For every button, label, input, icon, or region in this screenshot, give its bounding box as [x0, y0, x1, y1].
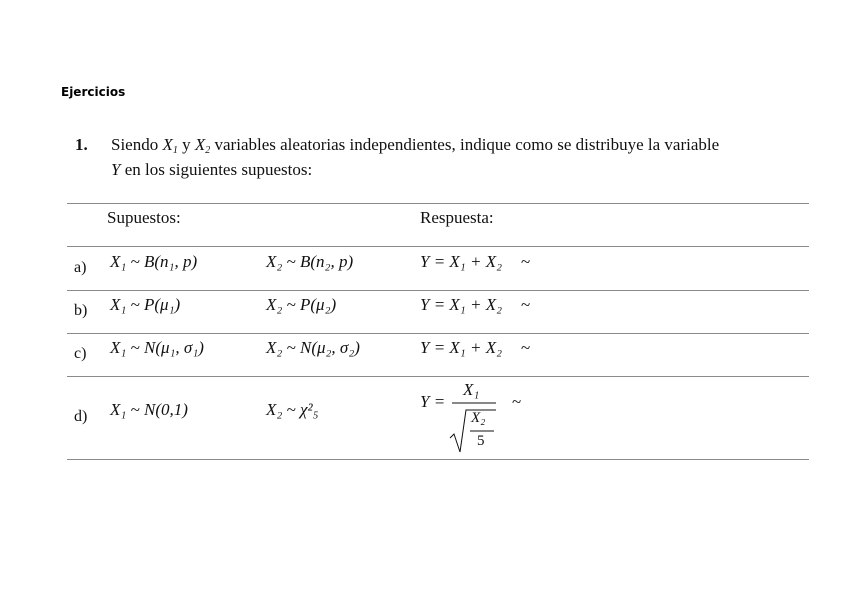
table-rule-bottom — [67, 459, 809, 460]
row-d-label: d) — [74, 408, 88, 425]
header-respuesta: Respuesta: — [420, 208, 494, 227]
row-c-label: c) — [74, 345, 87, 362]
row-a-x1: X₁ ~ B(n₁, p) — [110, 252, 198, 271]
row-b-tilde: ~ — [521, 295, 531, 314]
row-d-answer-y: Y = — [420, 392, 446, 411]
row-d-x1: X₁ ~ N(0,1) — [110, 400, 188, 419]
row-c-tilde: ~ — [521, 338, 531, 357]
row-b-answer: Y = X₁ + X₂ — [420, 295, 502, 314]
row-a-label: a) — [74, 259, 87, 276]
row-c-x1: X₁ ~ N(μ₁, σ₁) — [110, 338, 204, 357]
var-x1: $X_1$ — [162, 135, 178, 156]
table-rule-top — [67, 203, 809, 204]
row-c-x2: X₂ ~ N(μ₂, σ₂) — [266, 338, 360, 357]
word-siendo: Siendo — [111, 135, 159, 154]
table-rule-header — [67, 246, 809, 247]
table-rule-row-c — [67, 376, 809, 377]
row-d-numerator: X₁ — [463, 380, 480, 399]
row-b-label: b) — [74, 302, 88, 319]
row-d-x2: X₂ ~ χ²₅ — [266, 400, 319, 419]
question-number: 1. — [75, 135, 88, 154]
section-heading: Ejercicios — [61, 85, 126, 99]
row-a-tilde: ~ — [521, 252, 531, 271]
var-y: Y — [111, 160, 121, 179]
row-c-answer: Y = X₁ + X₂ — [420, 338, 502, 357]
row-d-fraction-radical — [448, 400, 500, 456]
question-text-line1 — [111, 135, 719, 155]
row-b-x2: X₂ ~ P(μ₂) — [266, 295, 337, 314]
question-text-line2 — [111, 160, 312, 180]
var-x2: $X_2$ — [194, 135, 211, 156]
question-rest-line2: en los siguientes supuestos: — [124, 160, 313, 179]
row-d-tilde: ~ — [512, 392, 522, 411]
word-y: y — [182, 135, 191, 154]
row-b-x1: X₁ ~ P(μ₁) — [110, 295, 181, 314]
table-rule-row-a — [67, 290, 809, 291]
row-d-inner-numerator: X₂ — [471, 410, 486, 426]
header-supuestos: Supuestos: — [107, 208, 181, 227]
row-a-answer: Y = X₁ + X₂ — [420, 252, 502, 271]
row-a-x2: X₂ ~ B(n₂, p) — [266, 252, 354, 271]
question-rest-line1: variables aleatorias independientes, indique como se distribuye la variable — [214, 135, 720, 154]
table-rule-row-b — [67, 333, 809, 334]
row-d-inner-denominator: 5 — [477, 433, 485, 449]
